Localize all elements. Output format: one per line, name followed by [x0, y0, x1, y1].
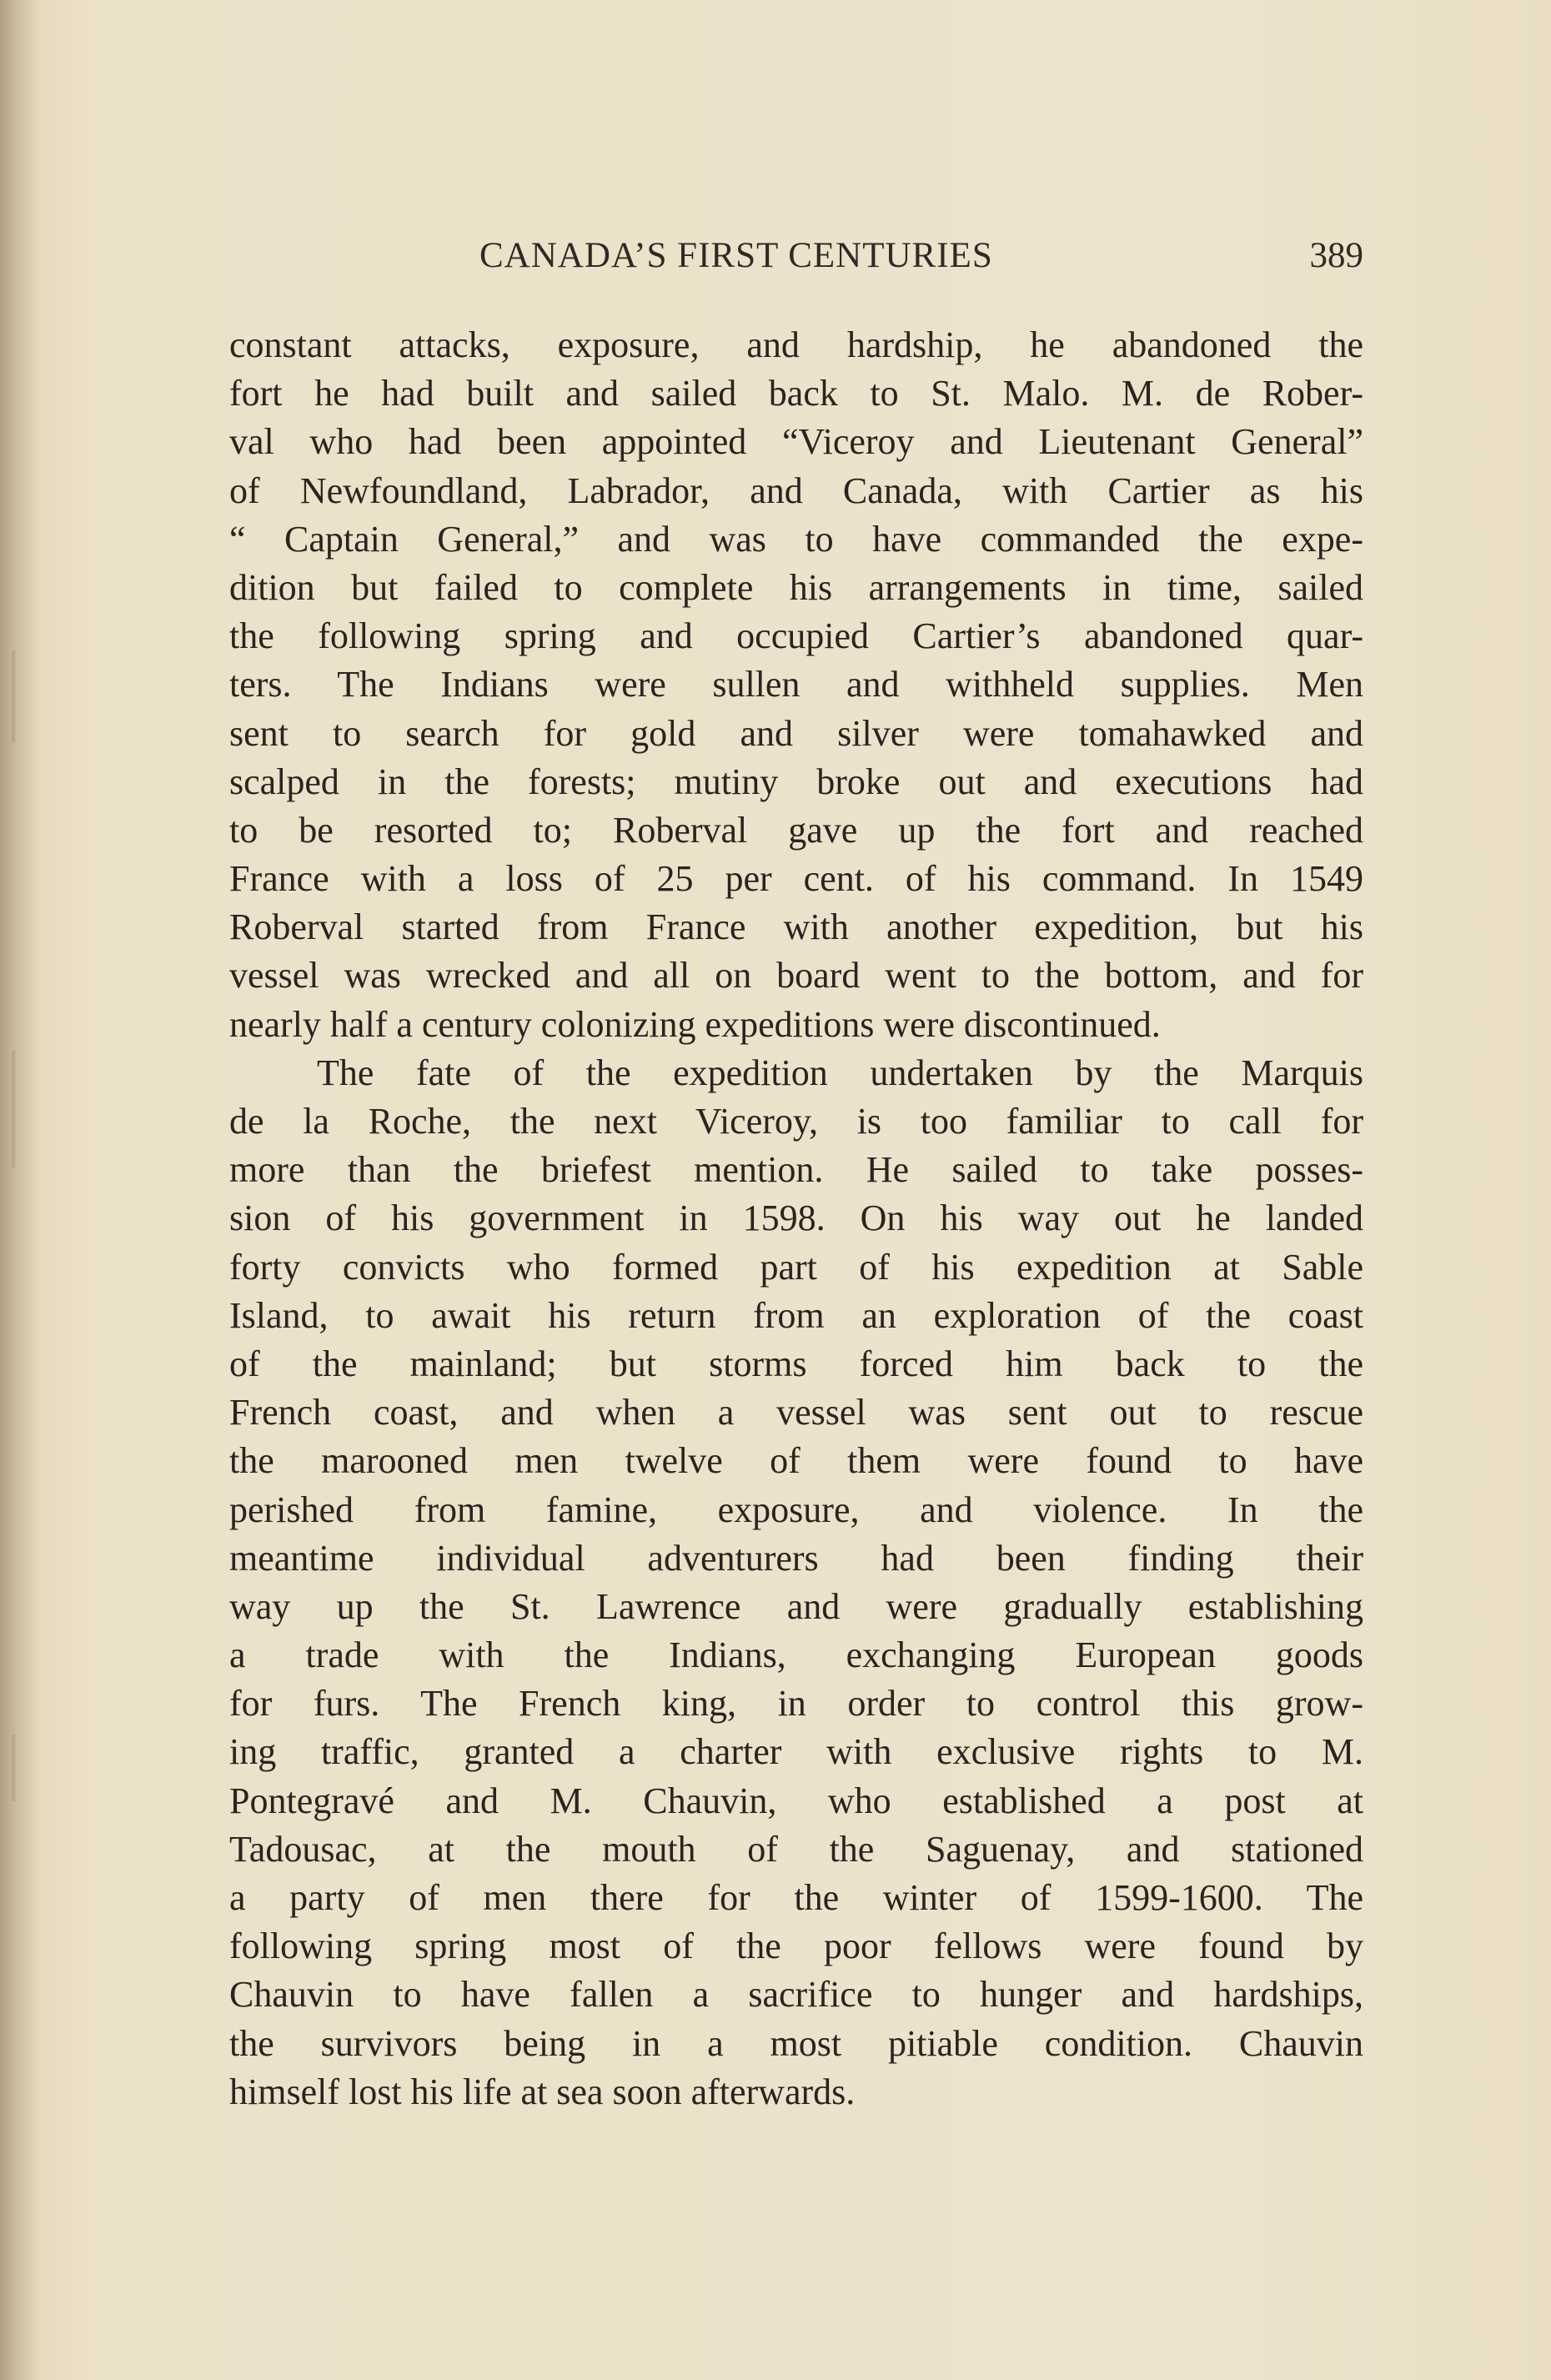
text-line: dition but failed to complete his arrangements in time, sailed	[229, 566, 1363, 608]
text-line: meantime individual adventurers had been finding their	[229, 1537, 1363, 1579]
text-line: The fate of the expedition undertaken by the Marquis	[317, 1052, 1363, 1093]
text-line: sent to search for gold and silver were tomahawked and	[229, 712, 1363, 754]
text-line: himself lost his life at sea soon afterwards.	[229, 2071, 856, 2112]
text-line: scalped in the forests; mutiny broke out and executions had	[229, 761, 1363, 802]
text-line: more than the briefest mention. He sailed to take posses-	[229, 1149, 1363, 1191]
text-line: the following spring and occupied Cartier’s abandoned quar-	[229, 615, 1363, 657]
running-title: CANADA’S FIRST CENTURIES	[479, 236, 993, 275]
page-edge-mark	[12, 650, 15, 742]
running-header	[229, 225, 1363, 284]
text-line: way up the St. Lawrence and were gradually establishing	[229, 1585, 1363, 1627]
page-edge-mark	[12, 1051, 15, 1167]
text-line: ters. The Indians were sullen and withheld supplies. Men	[229, 664, 1363, 705]
text-line: Pontegravé and M. Chauvin, who established a post at	[229, 1780, 1363, 1821]
text-line: Island, to await his return from an exploration of the coast	[229, 1294, 1363, 1336]
text-line: ing traffic, granted a charter with exclusive rights to M.	[229, 1731, 1363, 1773]
text-line: val who had been appointed “Viceroy and Lieutenant General”	[229, 421, 1363, 463]
text-line: following spring most of the poor fellows were found by	[229, 1926, 1363, 1967]
text-line: Chauvin to have fallen a sacrifice to hunger and hardships,	[229, 1974, 1363, 2016]
text-line: for furs. The French king, in order to control this grow-	[229, 1683, 1363, 1725]
binding-shadow	[0, 0, 40, 2380]
text-line: French coast, and when a vessel was sent out to rescue	[229, 1392, 1363, 1434]
text-line: Roberval started from France with another expedition, but his	[229, 906, 1363, 948]
text-line: of the mainland; but storms forced him back to the	[229, 1343, 1363, 1384]
text-line: a party of men there for the winter of 1599-1600. The	[229, 1877, 1363, 1918]
text-line: to be resorted to; Roberval gave up the fort and reached	[229, 809, 1363, 851]
text-line: nearly half a century colonizing expeditions were discontinued.	[229, 1003, 1161, 1045]
text-line: vessel was wrecked and all on board went to the bottom, and for	[229, 955, 1363, 997]
text-line: fort he had built and sailed back to St. Malo. M. de Rober-	[229, 373, 1363, 414]
text-line: France with a loss of 25 per cent. of his command. In 1549	[229, 858, 1363, 900]
page-number: 389	[1309, 236, 1363, 275]
text-line: sion of his government in 1598. On his way out he landed	[229, 1198, 1363, 1239]
text-line: Tadousac, at the mouth of the Saguenay, and stationed	[229, 1828, 1363, 1870]
text-line: “ Captain General,” and was to have commanded the expe-	[229, 518, 1363, 560]
text-line: of Newfoundland, Labrador, and Canada, with Cartier as his	[229, 469, 1363, 511]
text-line: a trade with the Indians, exchanging European goods	[229, 1634, 1363, 1676]
page-edge-mark	[12, 1735, 15, 1801]
text-line: de la Roche, the next Viceroy, is too familiar to call for	[229, 1101, 1363, 1142]
text-line: perished from famine, exposure, and violence. In the	[229, 1489, 1363, 1530]
text-line: forty convicts who formed part of his expedition at Sable	[229, 1246, 1363, 1288]
text-line: the survivors being in a most pitiable condition. Chauvin	[229, 2022, 1363, 2064]
text-line: the marooned men twelve of them were found to have	[229, 1440, 1363, 1482]
body-text	[229, 321, 1363, 2116]
text-line: constant attacks, exposure, and hardship, he abandoned the	[229, 324, 1363, 365]
